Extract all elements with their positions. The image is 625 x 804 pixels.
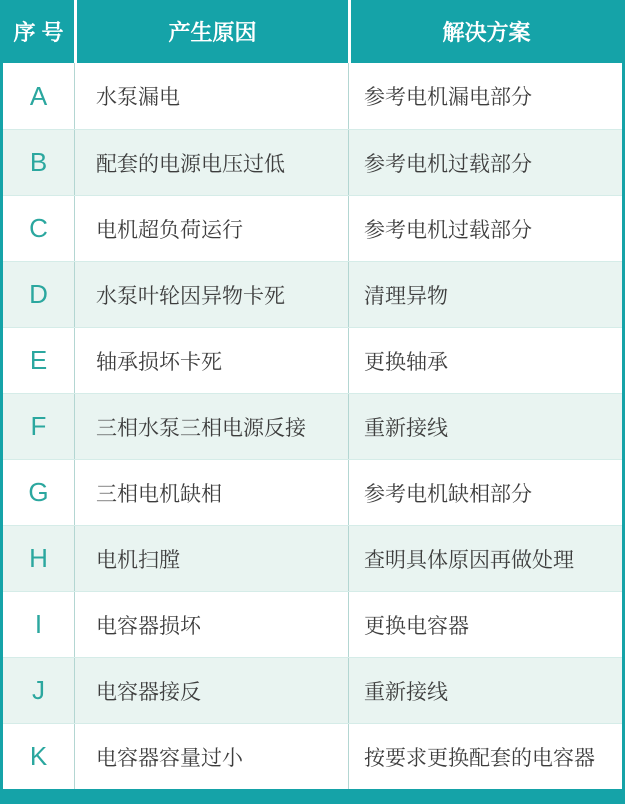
row-solution: 更换轴承 bbox=[348, 328, 622, 393]
row-serial: J bbox=[32, 675, 45, 705]
row-cause: 配套的电源电压过低 bbox=[74, 130, 348, 195]
table-row bbox=[3, 63, 622, 129]
row-serial: C bbox=[29, 213, 48, 243]
table-row bbox=[3, 129, 622, 195]
row-serial: D bbox=[29, 279, 48, 309]
row-serial: G bbox=[28, 477, 49, 507]
row-cause: 电机扫膛 bbox=[74, 526, 348, 591]
row-cause: 电容器损坏 bbox=[74, 592, 348, 657]
row-serial: E bbox=[29, 345, 48, 375]
header-cell-solution: 解决方案 bbox=[348, 0, 622, 63]
table-row bbox=[3, 723, 622, 789]
row-serial: A bbox=[29, 80, 48, 111]
row-serial: F bbox=[30, 411, 47, 441]
table-row bbox=[3, 393, 622, 459]
row-solution: 查明具体原因再做处理 bbox=[348, 526, 622, 591]
row-cause: 电机超负荷运行 bbox=[74, 196, 348, 261]
row-serial: H bbox=[29, 543, 48, 573]
row-serial: I bbox=[34, 609, 43, 639]
row-solution: 参考电机过载部分 bbox=[348, 130, 622, 195]
bottom-bar bbox=[3, 789, 622, 804]
table-row bbox=[3, 261, 622, 327]
header-cell-cause: 产生原因 bbox=[74, 0, 348, 63]
row-solution: 更换电容器 bbox=[348, 592, 622, 657]
table-row bbox=[3, 327, 622, 393]
row-solution: 清理异物 bbox=[348, 262, 622, 327]
row-cause: 水泵漏电 bbox=[74, 63, 348, 129]
row-solution: 重新接线 bbox=[348, 394, 622, 459]
row-cause: 轴承损坏卡死 bbox=[74, 328, 348, 393]
row-solution: 重新接线 bbox=[348, 658, 622, 723]
row-serial: K bbox=[29, 741, 48, 771]
table-row bbox=[3, 657, 622, 723]
row-solution: 按要求更换配套的电容器 bbox=[348, 724, 622, 789]
row-solution: 参考电机漏电部分 bbox=[348, 63, 622, 129]
table-row bbox=[3, 195, 622, 261]
row-cause: 水泵叶轮因异物卡死 bbox=[74, 262, 348, 327]
row-solution: 参考电机过载部分 bbox=[348, 196, 622, 261]
table-row bbox=[3, 525, 622, 591]
row-cause: 电容器接反 bbox=[74, 658, 348, 723]
row-serial: B bbox=[29, 147, 48, 177]
row-cause: 电容器容量过小 bbox=[74, 724, 348, 789]
table-header-row bbox=[3, 0, 622, 63]
row-cause: 三相电机缺相 bbox=[74, 460, 348, 525]
header-cell-serial: 序 号 bbox=[13, 20, 64, 45]
table-row bbox=[3, 591, 622, 657]
row-solution: 参考电机缺相部分 bbox=[348, 460, 622, 525]
table-row bbox=[3, 459, 622, 525]
row-cause: 三相水泵三相电源反接 bbox=[74, 394, 348, 459]
